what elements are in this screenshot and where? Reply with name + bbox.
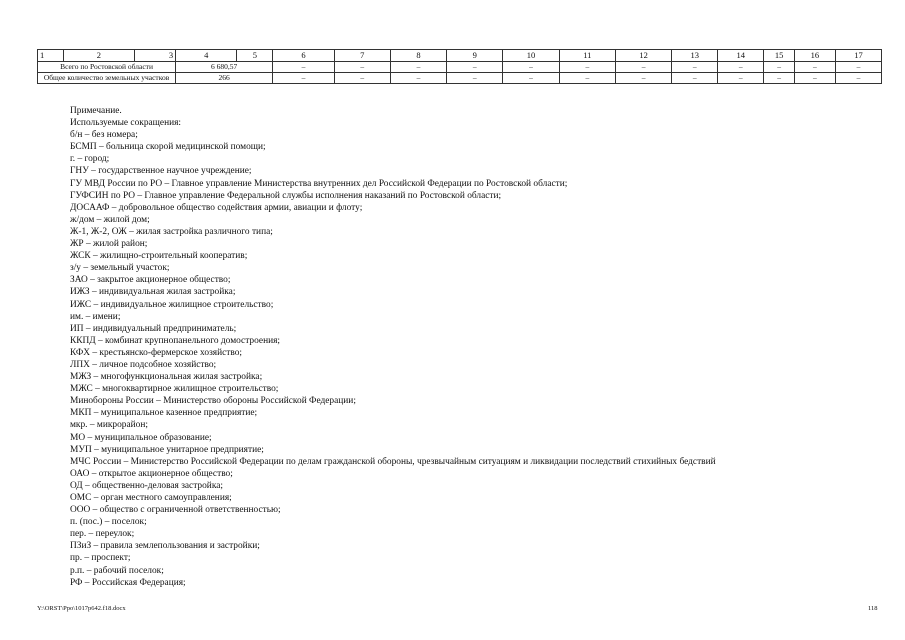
table-cell: – — [503, 62, 559, 73]
column-number-row — [38, 50, 882, 62]
file-path: Y:\ORST\Ppo\1017p642.f18.docx — [37, 605, 126, 612]
page-number: 118 — [868, 605, 878, 612]
column-number: 6 — [273, 50, 334, 62]
table-cell: – — [334, 62, 390, 73]
abbreviation-item: РФ – Российская Федерация; — [70, 577, 186, 588]
table-cell: – — [447, 62, 503, 73]
abbreviation-item: р.п. – рабочий поселок; — [70, 565, 164, 576]
abbreviation-item: ГНУ – государственное научное учреждение; — [70, 166, 252, 177]
row-label: Общее количество земельных участков — [38, 73, 176, 84]
table-cell: – — [718, 73, 764, 84]
column-number: 14 — [718, 50, 764, 62]
abbreviation-item: г. – город; — [70, 154, 110, 165]
table-cell: – — [503, 73, 559, 84]
abbreviation-item: ОАО – открытое акционерное общество; — [70, 468, 233, 479]
abbreviation-item: ГУФСИН по РО – Главное управление Федеральной службы исполнения наказаний по Ростовской области; — [70, 190, 502, 201]
abbreviation-item: БСМП – больница скорой медицинской помощи; — [70, 142, 266, 153]
column-number: 12 — [615, 50, 671, 62]
abbreviation-item: ОМС – орган местного самоуправления; — [70, 493, 232, 503]
abbreviation-item: ИЖС – индивидуальное жилищное строительство; — [70, 299, 274, 310]
table-cell: – — [835, 62, 881, 73]
table-row — [38, 62, 882, 73]
abbreviation-item: КФХ – крестьянско-фермерское хозяйство; — [70, 347, 243, 358]
abbreviation-item: Минобороны России – Министерство обороны Российской Федерации; — [70, 396, 356, 407]
abbreviations-note — [70, 105, 716, 589]
row-area-value: 6 680,57 — [176, 62, 273, 73]
abbreviation-item: мкр. – микрорайон; — [70, 420, 148, 431]
abbreviation-item: МЖЗ – многофункциональная жилая застройка; — [70, 372, 263, 383]
table-cell: – — [764, 62, 795, 73]
column-number: 4 — [176, 50, 237, 62]
table-cell: – — [273, 62, 334, 73]
column-number: 13 — [672, 50, 718, 62]
column-number: 17 — [835, 50, 881, 62]
table-cell: – — [390, 73, 446, 84]
summary-table — [37, 49, 882, 84]
column-number: 7 — [334, 50, 390, 62]
note-heading: Используемые сокращения: — [70, 118, 182, 129]
table-cell: – — [718, 62, 764, 73]
abbreviation-item: ж/дом – жилой дом; — [70, 214, 150, 225]
table-cell: – — [334, 73, 390, 84]
abbreviation-item: ИП – индивидуальный предприниматель; — [70, 323, 237, 334]
abbreviation-item: ЛПХ – личное подсобное хозяйство; — [70, 359, 217, 370]
table-cell: – — [447, 73, 503, 84]
column-number: 5 — [237, 50, 273, 62]
abbreviation-item: ПЗиЗ – правила землепользования и застройки; — [70, 541, 260, 552]
abbreviation-item: ИЖЗ – индивидуальная жилая застройка; — [70, 287, 236, 298]
column-number: 15 — [764, 50, 795, 62]
column-number: 16 — [794, 50, 835, 62]
column-number: 2 — [63, 50, 135, 62]
column-number: 1 — [38, 50, 64, 62]
abbreviation-item: ЖР – жилой район; — [70, 239, 148, 250]
abbreviation-item: ДОСААФ – добровольное общество содействия армии, авиации и флоту; — [70, 202, 363, 213]
abbreviation-item: б/н – без номера; — [70, 130, 138, 141]
table-cell: – — [615, 73, 671, 84]
table-row — [38, 73, 882, 84]
column-number: 11 — [559, 50, 615, 62]
abbreviation-item: МКП – муниципальное казенное предприятие; — [70, 408, 258, 419]
abbreviation-item: ККПД – комбинат крупнопанельного домостроения; — [70, 335, 281, 346]
row-count-value: 266 — [176, 73, 273, 84]
abbreviation-item: ОД – общественно-деловая застройка; — [70, 480, 224, 491]
abbreviation-item: МО – муниципальное образование; — [70, 432, 212, 443]
abbreviation-item: ГУ МВД России по РО – Главное управление Министерства внутренних дел Российской Федерации по Ростовской области; — [70, 178, 568, 189]
table-cell: – — [615, 62, 671, 73]
abbreviation-item: Ж-1, Ж-2, ОЖ – жилая застройка различного типа; — [70, 226, 273, 237]
abbreviation-item: з/у – земельный участок; — [70, 263, 170, 274]
note-heading: Примечание. — [70, 106, 122, 116]
abbreviation-item: ЗАО – закрытое акционерное общество; — [70, 275, 231, 286]
table-cell: – — [835, 73, 881, 84]
column-number: 8 — [390, 50, 446, 62]
column-number: 3 — [135, 50, 176, 62]
table-cell: – — [672, 73, 718, 84]
table-cell: – — [672, 62, 718, 73]
table-cell: – — [764, 73, 795, 84]
abbreviation-item: МУП – муниципальное унитарное предприятие; — [70, 444, 264, 455]
abbreviation-item: пер. – переулок; — [70, 529, 135, 540]
abbreviation-item: ЖСК – жилищно-строительный кооператив; — [70, 251, 248, 262]
column-number: 10 — [503, 50, 559, 62]
table-cell: – — [559, 62, 615, 73]
table-cell: – — [794, 62, 835, 73]
abbreviation-item: им. – имени; — [70, 311, 121, 322]
row-label: Всего по Ростовской области — [38, 62, 176, 73]
abbreviation-item: МЧС России – Министерство Российской Федерации по делам гражданской обороны, чрезвычайным ситуациям и ликвидации последствий стихийных бедствий — [70, 456, 716, 467]
table-cell: – — [559, 73, 615, 84]
abbreviation-item: ООО – общество с ограниченной ответственностью; — [70, 505, 281, 516]
abbreviation-item: МЖС – многоквартирное жилищное строительство; — [70, 384, 279, 395]
table-cell: – — [794, 73, 835, 84]
table-cell: – — [273, 73, 334, 84]
abbreviation-item: пр. – проспект; — [70, 553, 131, 564]
table-cell: – — [390, 62, 446, 73]
abbreviation-item: п. (пос.) – поселок; — [70, 517, 147, 528]
column-number: 9 — [447, 50, 503, 62]
